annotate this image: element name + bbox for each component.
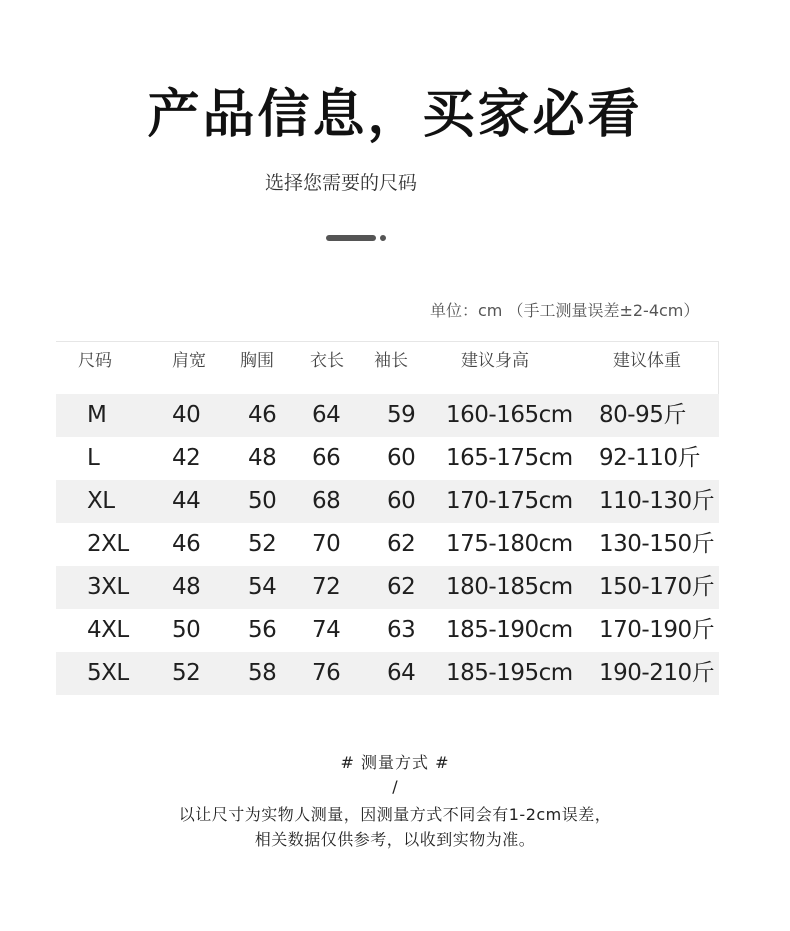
cell-size: 5XL xyxy=(87,660,129,686)
cell-shoulder: 50 xyxy=(172,617,201,643)
cell-shoulder: 42 xyxy=(172,445,201,471)
cell-shoulder: 52 xyxy=(172,660,201,686)
cell-height: 160-165cm xyxy=(446,402,573,428)
page-subtitle: 选择您需要的尺码 xyxy=(265,172,418,194)
cell-sleeve: 62 xyxy=(387,531,416,557)
table-row xyxy=(56,480,719,523)
cell-size: M xyxy=(87,402,107,428)
table-row xyxy=(56,652,719,695)
cell-length: 66 xyxy=(312,445,341,471)
cell-length: 68 xyxy=(312,488,341,514)
header-length: 衣长 xyxy=(310,351,344,371)
cell-length: 72 xyxy=(312,574,341,600)
cell-shoulder: 40 xyxy=(172,402,201,428)
cell-height: 170-175cm xyxy=(446,488,573,514)
cell-shoulder: 46 xyxy=(172,531,201,557)
cell-sleeve: 63 xyxy=(387,617,416,643)
cell-height: 175-180cm xyxy=(446,531,573,557)
cell-sleeve: 60 xyxy=(387,445,416,471)
header-shoulder: 肩宽 xyxy=(172,351,206,371)
header-chest: 胸围 xyxy=(240,351,274,371)
cell-height: 185-195cm xyxy=(446,660,573,686)
cell-height: 165-175cm xyxy=(446,445,573,471)
cell-chest: 50 xyxy=(248,488,277,514)
table-row xyxy=(56,566,719,609)
cell-height: 180-185cm xyxy=(446,574,573,600)
header-sleeve: 袖长 xyxy=(374,351,408,371)
cell-sleeve: 64 xyxy=(387,660,416,686)
measurement-heading: # 测量方式 # xyxy=(340,753,450,772)
table-row xyxy=(56,609,719,652)
cell-weight: 110-130斤 xyxy=(599,488,715,514)
header-size: 尺码 xyxy=(78,351,112,371)
divider-dot xyxy=(380,235,386,241)
cell-size: 2XL xyxy=(87,531,129,557)
cell-size: 3XL xyxy=(87,574,129,600)
table-row xyxy=(56,394,719,437)
header-height: 建议身高 xyxy=(461,351,529,371)
cell-size: XL xyxy=(87,488,115,514)
cell-chest: 48 xyxy=(248,445,277,471)
cell-weight: 92-110斤 xyxy=(599,445,700,471)
measurement-separator: / xyxy=(392,777,398,796)
cell-weight: 150-170斤 xyxy=(599,574,715,600)
cell-sleeve: 62 xyxy=(387,574,416,600)
cell-chest: 54 xyxy=(248,574,277,600)
measurement-note-line2: 相关数据仅供参考，以收到实物为准。 xyxy=(254,830,536,849)
cell-chest: 56 xyxy=(248,617,277,643)
table-row xyxy=(56,523,719,566)
cell-length: 76 xyxy=(312,660,341,686)
header-weight: 建议体重 xyxy=(613,351,681,371)
cell-size: L xyxy=(87,445,100,471)
cell-length: 70 xyxy=(312,531,341,557)
cell-length: 64 xyxy=(312,402,341,428)
size-table-header xyxy=(56,341,719,394)
cell-size: 4XL xyxy=(87,617,129,643)
cell-weight: 170-190斤 xyxy=(599,617,715,643)
table-row xyxy=(56,437,719,480)
cell-chest: 46 xyxy=(248,402,277,428)
cell-shoulder: 48 xyxy=(172,574,201,600)
cell-weight: 80-95斤 xyxy=(599,402,686,428)
cell-weight: 190-210斤 xyxy=(599,660,715,686)
cell-sleeve: 60 xyxy=(387,488,416,514)
cell-chest: 58 xyxy=(248,660,277,686)
cell-length: 74 xyxy=(312,617,341,643)
size-table xyxy=(56,341,719,695)
cell-chest: 52 xyxy=(248,531,277,557)
unit-note: 单位：cm （手工测量误差±2-4cm） xyxy=(430,301,700,320)
cell-shoulder: 44 xyxy=(172,488,201,514)
cell-height: 185-190cm xyxy=(446,617,573,643)
cell-weight: 130-150斤 xyxy=(599,531,715,557)
page-title: 产品信息，买家必看 xyxy=(147,85,643,145)
divider-bar xyxy=(326,235,376,241)
measurement-note-line1: 以让尺寸为实物人测量，因测量方式不同会有1-2cm误差， xyxy=(178,805,612,824)
cell-sleeve: 59 xyxy=(387,402,416,428)
